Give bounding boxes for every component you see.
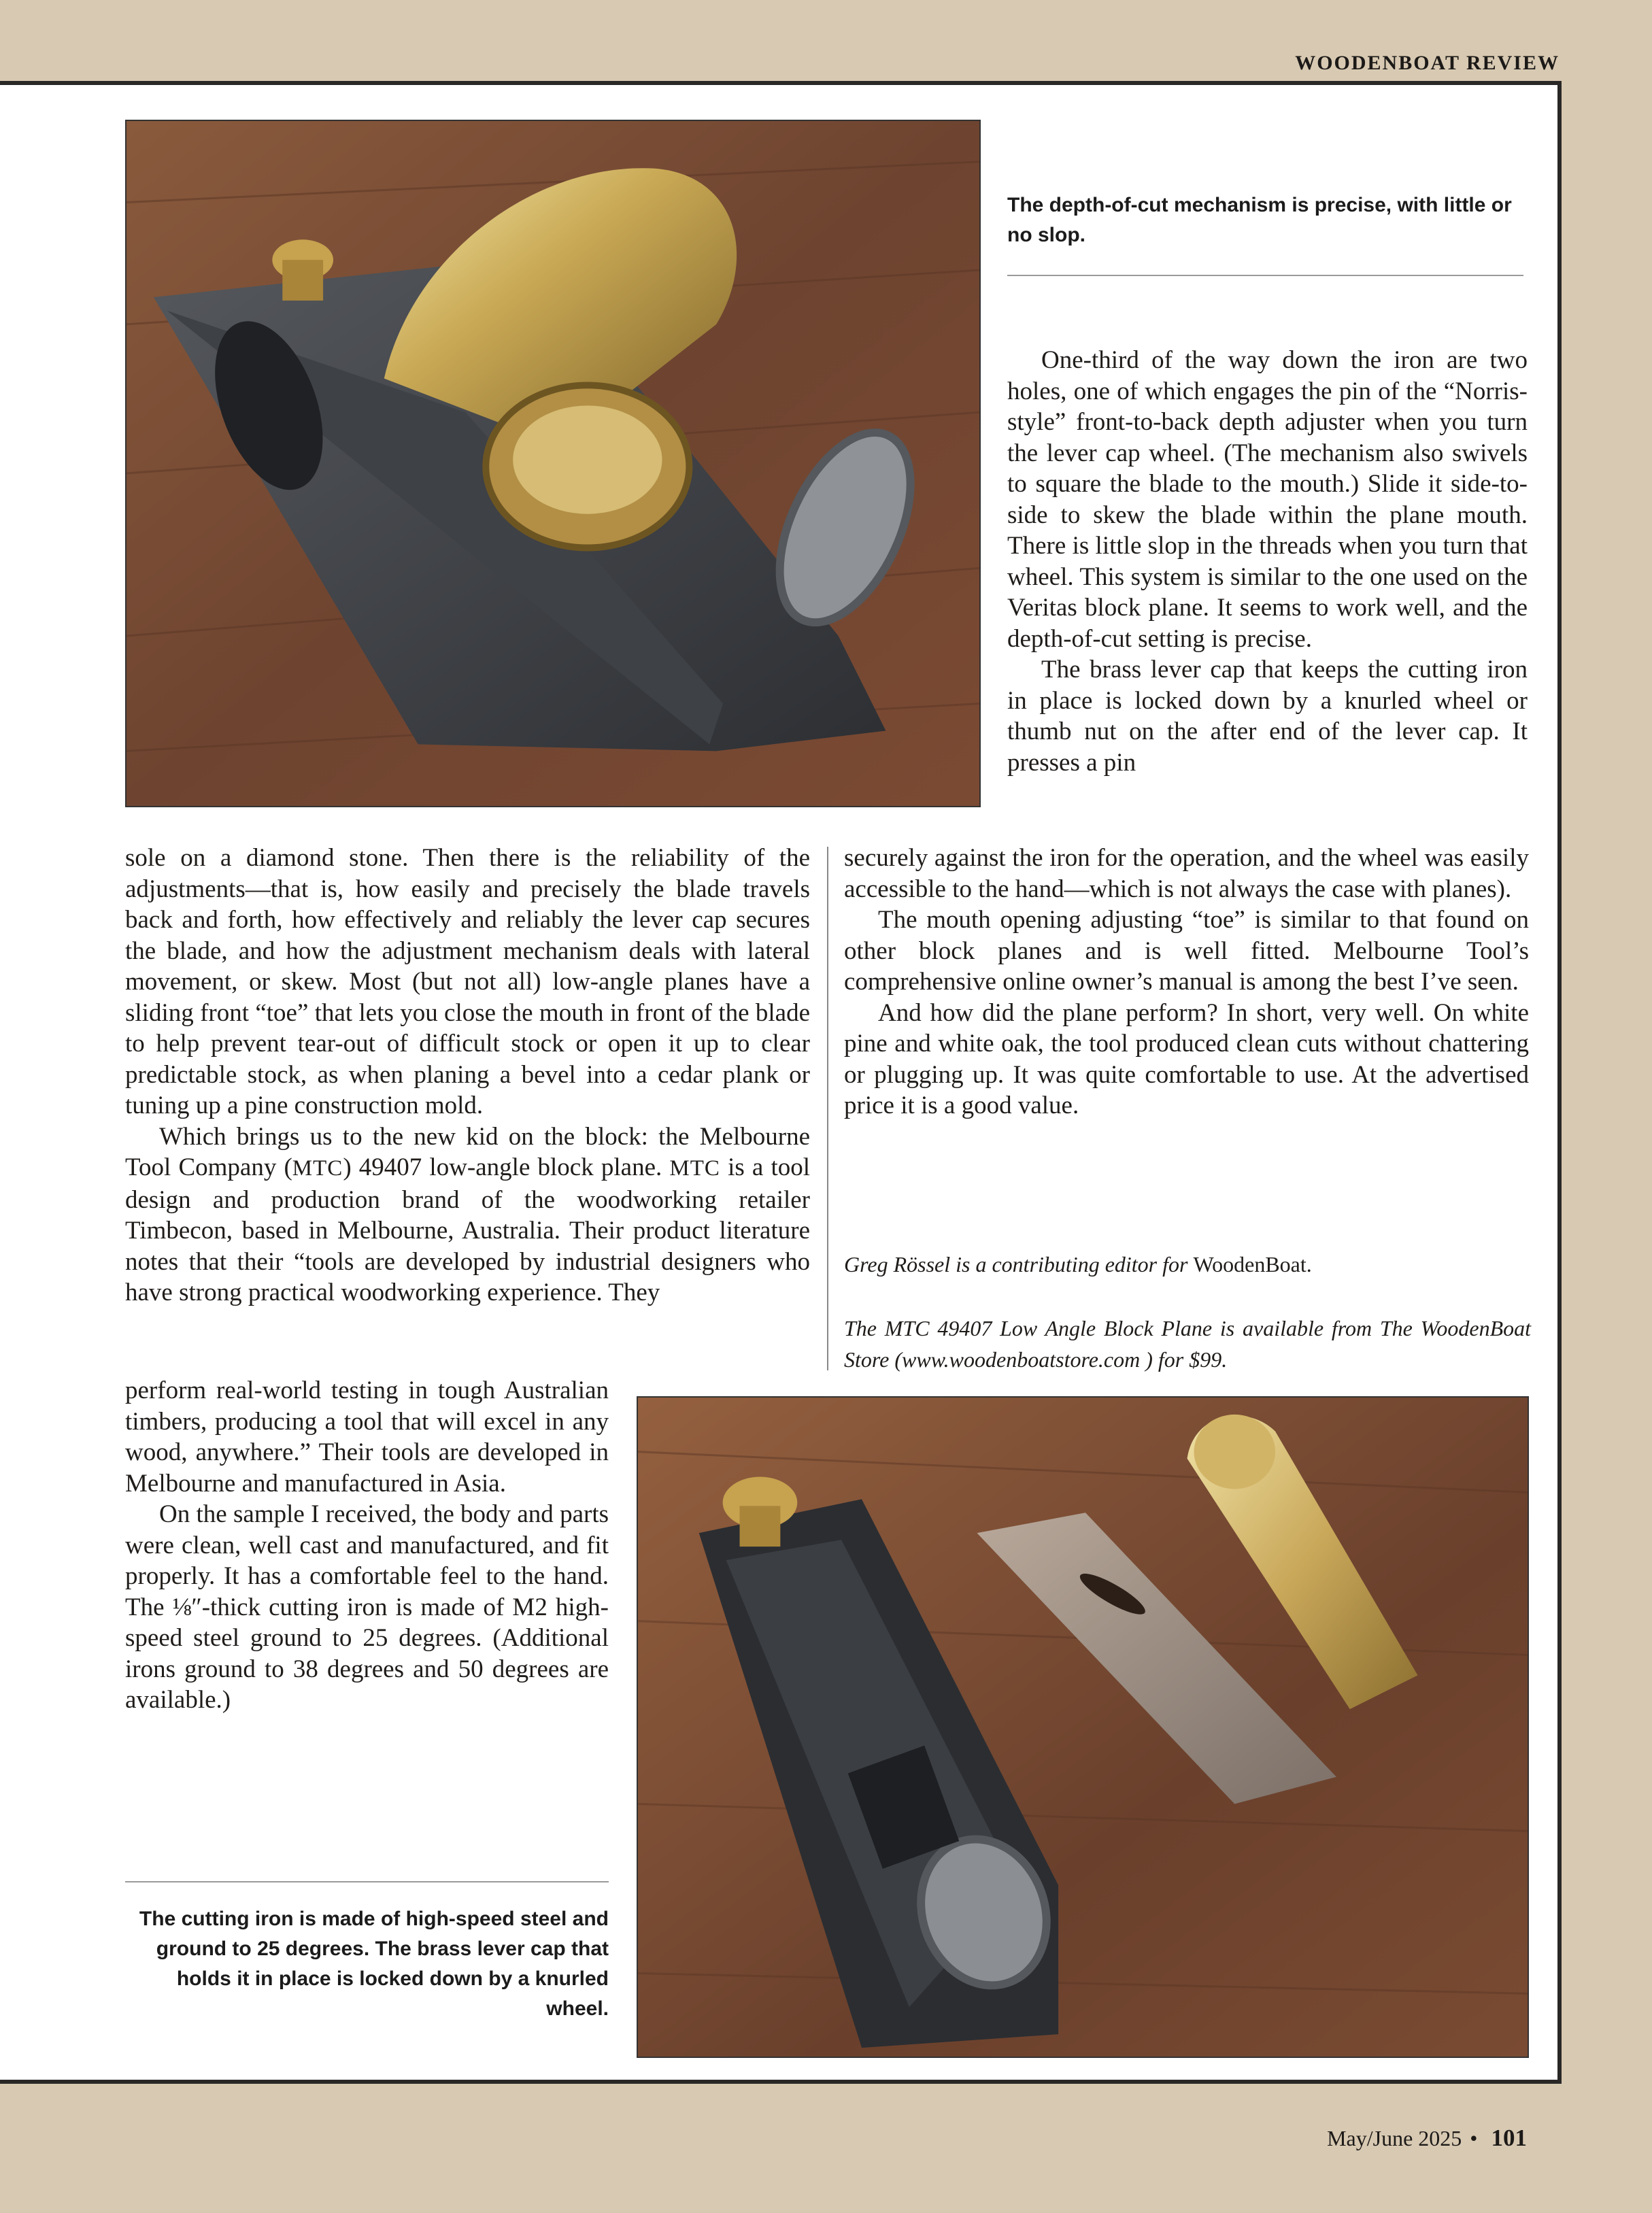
caption-depth-mechanism: The depth-of-cut mechanism is precise, with little or no slop. [1007, 194, 1512, 246]
article-paragraph [125, 1121, 810, 1308]
availability-note: The MTC 49407 Low Angle Block Plane is available from The WoodenBoat Store (www.woodenboatstore.com ) for $99. [844, 1316, 1531, 1372]
caption-rule-bottom [125, 1881, 609, 1882]
article-column-left-narrow [125, 1375, 609, 1716]
photo-disassembled-plane [637, 1396, 1529, 2058]
article-paragraph: The mouth opening adjusting “toe” is similar to that found on other block planes and is well fitted. Melbourne Tool’s comprehensive online owner’s manual is among the best I’ve seen. [844, 906, 1529, 996]
article-paragraph: On the sample I received, the body and parts were clean, well cast and manufactured, and fit properly. It has a comfortable feel to the hand. The ⅛″-thick cutting iron is made of M2 high-speed steel ground to 25 degrees. (Additional irons ground to 38 degrees and 50 degrees are available.) [125, 1500, 609, 1714]
page-footer [1327, 2125, 1527, 2152]
article-paragraph: And how did the plane perform? In short, very well. On white pine and white oak, the tool produced clean cuts without chattering or plugging up. It was quite comfortable to use. At the advertised price it is a good value. [844, 998, 1529, 1119]
author-bio [844, 1249, 1531, 1280]
footer-bullet: • [1470, 2126, 1478, 2150]
text-run: Which brings us to the new kid on the block: the Melbourne Tool Company ( [125, 1122, 810, 1181]
column-divider [827, 847, 828, 1370]
photo-depth-mechanism [125, 120, 981, 807]
article-column-left [125, 843, 810, 1308]
article-paragraph: The brass lever cap that keeps the cutting iron in place is locked down by a knurled wheel or thumb nut on the after end of the lever cap. It presses a pin [1007, 656, 1528, 777]
article-column-right-mid [844, 843, 1529, 1121]
bio-magazine: WoodenBoat. [1193, 1252, 1312, 1277]
caption-cutting-iron: The cutting iron is made of high-speed steel and ground to 25 degrees. The brass lever cap that holds it in place is locked down by a knurled wheel. [139, 1908, 609, 2020]
caption-rule-top [1007, 275, 1523, 276]
text-run: is a tool design and production brand of the woodworking retailer Timbecon, based in Melbourne, Australia. Their product literature notes that their “tools are developed by industrial designers who have strong practical woodworking experience. They [125, 1153, 811, 1306]
article-column-right-top [1007, 345, 1528, 778]
text-run: MTC [292, 1156, 343, 1181]
article-paragraph: One-third of the way down the iron are two holes, one of which engages the pin of the “Norris-style” front-to-back depth adjuster when you turn the lever cap wheel. (The mechanism also swivels to square the blade to the mouth.) Slide it side-to-side to skew the blade within the plane mouth. There is little slop in the threads when you turn that wheel. This system is similar to the one used on the Veritas block plane. It seems to work well, and the depth-of-cut setting is precise. [1007, 346, 1528, 653]
article-paragraph: securely against the iron for the operation, and the wheel was easily accessible to the hand—which is not always the case with planes). [844, 844, 1529, 903]
text-run: ) 49407 low-angle block plane. [343, 1153, 662, 1181]
article-paragraph: sole on a diamond stone. Then there is the reliability of the adjustments—that is, how easily and precisely the blade travels back and forth, how effectively and reliably the lever cap secures the blade, and how the adjustment mechanism deals with lateral movement, or skew. Most (but not all) low-angle planes have a sliding front “toe” that lets you close the mouth in front of the blade to help prevent tear-out of difficult stock or open it up to clear predictable stock, as when planing a bevel into a cedar plank or tuning up a pine construction mold. [125, 844, 810, 1119]
bio-text: Greg Rössel is a contributing editor for [844, 1252, 1188, 1277]
text-run: MTC [669, 1156, 720, 1181]
publication-label: WOODENBOAT REVIEW [1295, 52, 1560, 74]
issue-date: May/June 2025 [1327, 2126, 1462, 2150]
page-header [0, 0, 1652, 82]
page-number: 101 [1491, 2125, 1527, 2151]
article-paragraph: perform real-world testing in tough Australian timbers, producing a tool that will excel in any wood, anywhere.” Their tools are developed in Melbourne and manufactured in Asia. [125, 1376, 609, 1498]
